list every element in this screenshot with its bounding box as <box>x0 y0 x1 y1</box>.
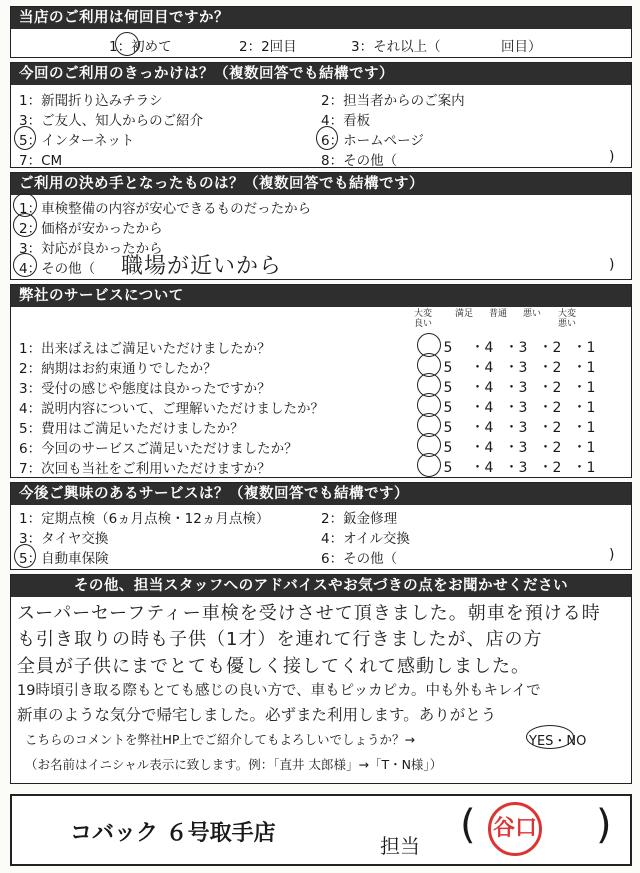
selected-circle <box>526 725 574 749</box>
decision-title: ご利用の決め手となったものは？（複数回答でも結構です） <box>11 173 631 195</box>
visit-option-3-tail: 回目） <box>501 39 542 55</box>
decision-section <box>10 172 632 280</box>
comment-section <box>10 574 632 784</box>
trigger-item[interactable]: 5：インターネット <box>19 133 135 149</box>
interest-item[interactable]: 4：オイル交換 <box>321 531 410 547</box>
staff-label: 担当 <box>380 834 420 858</box>
trigger-item[interactable]: 1：新聞折り込みチラシ <box>19 93 163 109</box>
handwritten-comment-line: 全員が子供にまでとても優しく接してくれて感動しました。 <box>17 656 530 677</box>
rating-row[interactable]: 5 ・4 ・3 ・2 ・1 <box>443 400 596 416</box>
decision-item[interactable]: 4：その他（ <box>19 261 96 277</box>
handwritten-comment-line: も引き取りの時も子供（1才）を連れて行きましたが、店の方 <box>17 629 543 650</box>
interest-section <box>10 482 632 570</box>
service-question: 4：説明内容について、ご理解いただけましたか？ <box>19 401 325 417</box>
trigger-item[interactable]: 2：担当者からのご案内 <box>321 93 465 109</box>
visit-count-title: 当店のご利用は何回目ですか？ <box>11 7 631 29</box>
visit-option-1[interactable]: 1：初めて <box>109 39 172 55</box>
initials-note: （お名前はイニシャル表示に致します。例：「直井 太郎様」→「T・N様」） <box>25 757 443 772</box>
decision-item[interactable]: 1：車検整備の内容が安心できるものだったから <box>19 201 312 217</box>
interest-item[interactable]: 2：鈑金修理 <box>321 511 398 527</box>
staff-name-stamp: 谷口 <box>488 802 542 856</box>
trigger-item[interactable]: 3：ご友人、知人からのご紹介 <box>19 113 204 129</box>
handwritten-comment-line: スーパーセーフティー車検を受けさせて頂きました。朝車を預ける時 <box>17 603 601 624</box>
visit-option-2[interactable]: 2：2回目 <box>239 39 297 55</box>
comment-title: その他、担当スタッフへのアドバイスやお気づきの点をお聞かせください <box>11 575 631 597</box>
visit-option-3[interactable]: 3：それ以上（ <box>351 39 441 55</box>
service-question: 5：費用はご満足いただけましたか？ <box>19 421 244 437</box>
yes-no-option[interactable]: YES・NO <box>529 734 587 749</box>
scale-label: 悪い <box>522 309 541 319</box>
close-paren: ) <box>609 149 615 165</box>
service-rating-title: 弊社のサービスについて <box>11 285 631 307</box>
service-question: 7：次回も当社をご利用いただけますか？ <box>19 461 271 477</box>
scale-label: 満足 <box>454 309 473 319</box>
rating-row[interactable]: 5 ・4 ・3 ・2 ・1 <box>443 360 596 376</box>
interest-title: 今後ご興味のあるサービスは？（複数回答でも結構です） <box>11 483 631 505</box>
selected-circle <box>14 126 36 150</box>
close-paren: ) <box>609 547 615 563</box>
selected-circle <box>316 126 338 150</box>
visit-count-section <box>10 6 632 58</box>
scale-label: 大変悪い <box>557 309 576 329</box>
selected-circle <box>14 544 36 568</box>
handwritten-comment-line: 新車のような気分で帰宅しました。必ずまた利用します。ありがとう <box>17 706 497 724</box>
hp-consent-question: こちらのコメントを弊社HP上でご紹介してもよろしいでしょうか？→ <box>25 732 415 747</box>
selected-circle <box>13 253 37 277</box>
interest-item[interactable]: 3：タイヤ交換 <box>19 531 109 547</box>
rating-row[interactable]: 5 ・4 ・3 ・2 ・1 <box>443 440 596 456</box>
service-question: 6：今回のサービスご満足いただけましたか？ <box>19 441 298 457</box>
decision-item[interactable]: 2：価格が安かったから <box>19 221 163 237</box>
staff-open-paren: ( <box>460 802 476 848</box>
close-paren: ) <box>609 257 615 273</box>
shop-name: コバック ６号取手店 <box>70 821 276 846</box>
interest-item[interactable]: 6：その他（ <box>321 551 398 567</box>
service-rating-section <box>10 284 632 478</box>
handwritten-other-answer: 職場が近いから <box>121 254 283 279</box>
trigger-item[interactable]: 7：CM <box>19 153 63 169</box>
trigger-item[interactable]: 6：ホームページ <box>321 133 424 149</box>
rating-row[interactable]: 5 ・4 ・3 ・2 ・1 <box>443 460 596 476</box>
staff-close-paren: ) <box>596 802 612 848</box>
selected-circle <box>13 213 37 237</box>
rating-row[interactable]: 5 ・4 ・3 ・2 ・1 <box>443 340 596 356</box>
rating-row[interactable]: 5 ・4 ・3 ・2 ・1 <box>443 380 596 396</box>
rating-row[interactable]: 5 ・4 ・3 ・2 ・1 <box>443 420 596 436</box>
scale-label: 普通 <box>488 309 507 319</box>
service-question: 3：受付の感じや態度は良かったですか？ <box>19 381 271 397</box>
interest-item[interactable]: 5：自動車保険 <box>19 551 109 567</box>
selected-circle <box>417 453 441 477</box>
selected-circle <box>115 32 139 56</box>
service-question: 1：出来ばえはご満足いただけましたか？ <box>19 341 271 357</box>
decision-item[interactable]: 3：対応が良かったから <box>19 241 163 257</box>
scale-label: 大変良い <box>413 309 432 329</box>
service-question: 2：納期はお約束通りでしたか？ <box>19 361 217 377</box>
handwritten-comment-line: 19時頃引き取る際もとても感じの良い方で、車もピッカピカ。中も外もキレイで <box>17 683 541 699</box>
trigger-section <box>10 62 632 168</box>
interest-item[interactable]: 1：定期点検（6ヵ月点検・12ヵ月点検） <box>19 511 270 527</box>
trigger-item[interactable]: 8：その他（ <box>321 153 398 169</box>
trigger-item[interactable]: 4：看板 <box>321 113 371 129</box>
trigger-title: 今回のご利用のきっかけは？（複数回答でも結構です） <box>11 63 631 85</box>
